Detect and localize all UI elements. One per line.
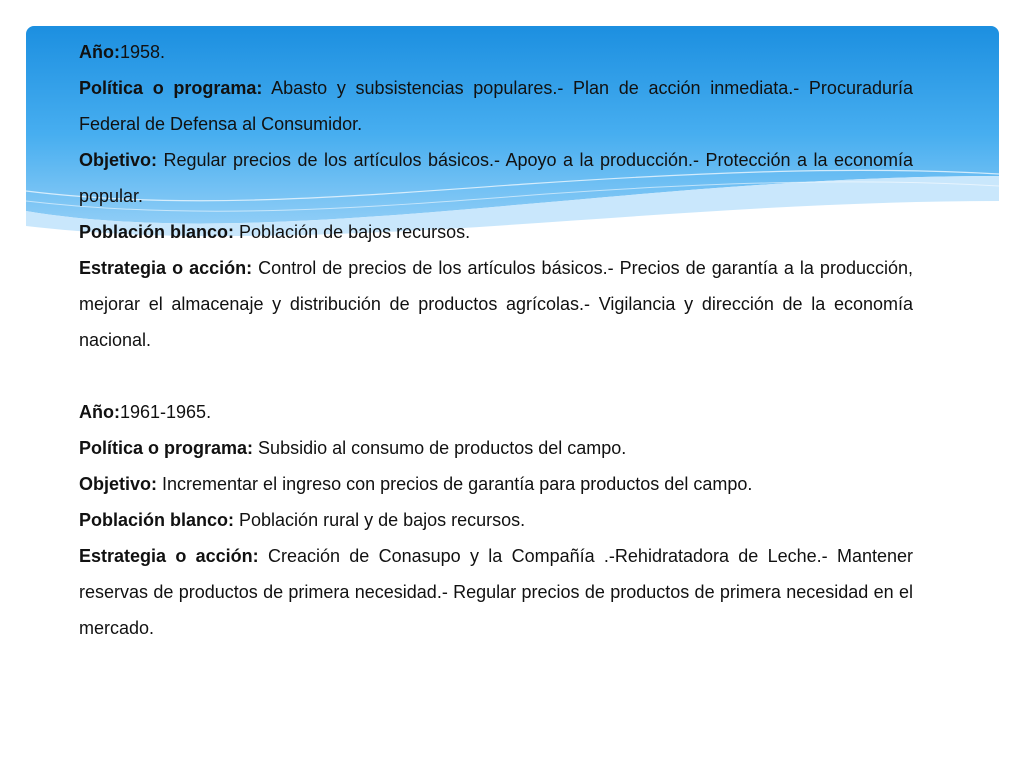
population-value: Población rural y de bajos recursos. [234,510,526,530]
objective-line-2 [79,466,913,502]
year-line-2 [79,394,913,430]
content-text [79,34,913,646]
population-line-1 [79,214,913,250]
year-label: Año: [79,402,120,422]
population-label: Población blanco: [79,222,235,242]
population-value: Población de bajos recursos. [234,222,471,242]
objective-line-1 [79,142,913,214]
policy-label: Política o programa: [79,438,254,458]
objective-value: Incrementar el ingreso con precios de garantía para productos del campo. [157,474,753,494]
population-label: Población blanco: [79,510,235,530]
strategy-value: Control de precios de los artículos básicos.- Precios de garantía a la producción, mejorar el almacenaje y distribución de productos agrícolas.- Vigilancia y dirección de la economía nacional. [79,258,913,350]
year-line-1 [79,34,913,70]
objective-label: Objetivo: [79,474,158,494]
policy-value: Subsidio al consumo de productos del campo. [253,438,627,458]
population-line-2 [79,502,913,538]
block-spacer [79,358,913,394]
strategy-line-2 [79,538,913,646]
policy-line-1 [79,70,913,142]
strategy-line-1 [79,250,913,358]
year-value: 1961-1965. [119,402,212,422]
year-value: 1958. [119,42,166,62]
policy-value: Abasto y subsistencias populares.- Plan de acción inmediata.- Procuraduría Federal de Defensa al Consumidor. [79,78,913,134]
year-label: Año: [79,42,120,62]
policy-label: Política o programa: [79,78,263,98]
strategy-value: Creación de Conasupo y la Compañía .-Rehidratadora de Leche.- Mantener reservas de productos de primera necesidad.- Regular precios de productos de primera necesidad en el mercado. [79,546,913,638]
strategy-label: Estrategia o acción: [79,258,253,278]
policy-line-2 [79,430,913,466]
strategy-label: Estrategia o acción: [79,546,259,566]
objective-label: Objetivo: [79,150,158,170]
objective-value: Regular precios de los artículos básicos.- Apoyo a la producción.- Protección a la economía popular. [79,150,913,206]
